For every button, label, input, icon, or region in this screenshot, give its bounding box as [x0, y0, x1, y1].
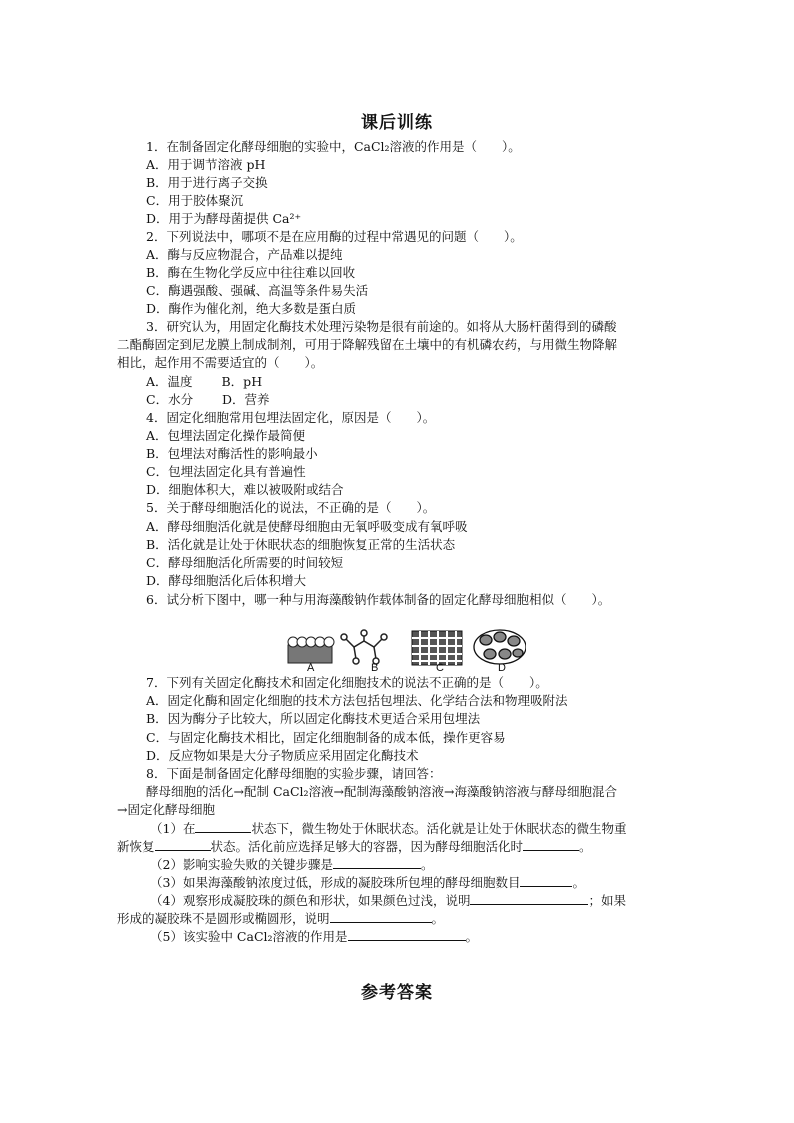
- q3-line-2: 二酯酶固定到尼龙膜上制成制剂，可用于降解残留在土壤中的有机磷农药，与用微生物降解: [117, 337, 618, 352]
- q8-flow-line-1: 酵母细胞的活化→配制 CaCl₂溶液→配制海藻酸钠溶液→海藻酸钠溶液与酵母细胞混合: [146, 784, 617, 799]
- q8-blank-1[interactable]: [195, 820, 251, 833]
- figure-label-a: A: [307, 662, 315, 674]
- q2-option-a: A．酶与反应物混合，产品难以提纯: [146, 247, 343, 262]
- q2-option-b: B．酶在生物化学反应中往往难以回收: [146, 265, 356, 280]
- q8-blank-5[interactable]: [520, 874, 572, 887]
- q8-part-4-line-2: [117, 910, 444, 928]
- figure-label-d: D: [498, 662, 506, 674]
- q4-option-b: B．包埋法对酶活性的影响最小: [146, 446, 318, 461]
- q8-part-1-line-2: [117, 838, 592, 856]
- q8-flow-line-2: →固定化酵母细胞: [117, 802, 215, 817]
- q8-p2-text-a: （2）影响实验失败的关键步骤是: [150, 857, 333, 872]
- q8-p1-text-e: 。: [579, 839, 592, 854]
- q7-option-d: D．反应物如果是大分子物质应采用固定化酶技术: [146, 748, 419, 763]
- q8-p1-text-d: 状态。活化前应选择足够大的容器，因为酵母细胞活化时: [210, 839, 524, 854]
- figure-d-icon: [474, 630, 526, 664]
- q8-part-4-line-1: [150, 892, 626, 910]
- q3-options-cd: C．水分 D．营养: [146, 392, 270, 407]
- q4-option-c: C．包埋法固定化具有普遍性: [146, 464, 306, 479]
- figure-a-icon: [288, 637, 334, 663]
- q8-p3-text-b: 。: [572, 875, 585, 890]
- q8-p2-text-b: 。: [420, 857, 434, 872]
- q3-line-3: 相比，起作用不需要适宜的（ ）。: [117, 355, 324, 370]
- q8-part-2: [150, 856, 433, 874]
- q8-p4-text-a: （4）观察形成凝胶珠的颜色和形状，如果颜色过浅，说明: [150, 893, 471, 908]
- q8-part-1-line-1: [150, 820, 626, 838]
- page-title: 课后训练: [361, 113, 433, 133]
- q5-option-a: A．酵母细胞活化就是使酵母细胞由无氧呼吸变成有氧呼吸: [146, 519, 468, 534]
- q8-p5-text-b: 。: [465, 929, 479, 944]
- q1-option-b: B．用于进行离子交换: [146, 175, 268, 190]
- q2-option-d: D．酶作为催化剂，绝大多数是蛋白质: [146, 301, 357, 316]
- answers-title: 参考答案: [361, 983, 433, 1003]
- q5-option-c: C．酵母细胞活化所需要的时间较短: [146, 555, 344, 570]
- q2-stem: 2．下列说法中，哪项不是在应用酶的过程中常遇见的问题（ ）。: [146, 229, 523, 244]
- q2-option-c: C．酶遇强酸、强碱、高温等条件易失活: [146, 283, 369, 298]
- q4-stem: 4．固定化细胞常用包埋法固定化，原因是（ ）。: [146, 410, 436, 425]
- q8-part-3: [150, 874, 585, 892]
- q8-blank-8[interactable]: [348, 928, 466, 941]
- q3-options-ab: A．温度 B．pH: [146, 374, 263, 389]
- q5-option-d: D．酵母细胞活化后体积增大: [146, 573, 307, 588]
- q8-p5-text-a: （5）该实验中 CaCl₂溶液的作用是: [150, 929, 348, 944]
- q8-p1-text-c: 新恢复: [117, 839, 155, 854]
- q1-option-c: C．用于胶体聚沉: [146, 193, 244, 208]
- q5-stem: 5．关于酵母细胞活化的说法，不正确的是（ ）。: [146, 500, 436, 515]
- q8-blank-4[interactable]: [333, 856, 421, 869]
- q8-p1-text-b: 状态下，微生物处于休眠状态。活化就是让处于休眠状态的微生物重: [251, 821, 627, 836]
- q8-blank-7[interactable]: [330, 910, 432, 923]
- figure-c-icon: [412, 631, 462, 665]
- q7-option-c: C．与固定化酶技术相比，固定化细胞制备的成本低，操作更容易: [146, 730, 506, 745]
- q7-option-b: B．因为酶分子比较大，所以固定化酶技术更适合采用包埋法: [146, 711, 481, 726]
- q6-figure: [286, 620, 526, 678]
- figure-label-b: B: [371, 662, 379, 674]
- q6-stem: 6．试分析下图中，哪一种与用海藻酸钠作载体制备的固定化酵母细胞相似（ ）。: [146, 592, 611, 607]
- q8-blank-6[interactable]: [470, 892, 588, 905]
- q8-p1-text-a: （1）在: [150, 821, 196, 836]
- figure-label-c: C: [436, 662, 444, 674]
- q5-option-b: B．活化就是让处于休眠状态的细胞恢复正常的生活状态: [146, 537, 456, 552]
- q4-option-a: A．包埋法固定化操作最简便: [146, 428, 306, 443]
- q7-option-a: A．固定化酶和固定化细胞的技术方法包括包埋法、化学结合法和物理吸附法: [146, 693, 568, 708]
- q8-p3-text-a: （3）如果海藻酸钠浓度过低，形成的凝胶珠所包埋的酵母细胞数目: [150, 875, 521, 890]
- q8-part-5: [150, 928, 478, 946]
- q8-stem: 8．下面是制备固定化酵母细胞的实验步骤，请回答：: [146, 766, 442, 781]
- figure-b-icon: [341, 630, 387, 664]
- q8-blank-3[interactable]: [523, 838, 579, 851]
- q1-option-a: A．用于调节溶液 pH: [146, 157, 266, 172]
- q7-stem: 7．下列有关固定化酶技术和固定化细胞技术的说法不正确的是（ ）。: [146, 675, 548, 690]
- q8-p4-text-d: 。: [431, 911, 445, 926]
- q8-blank-2[interactable]: [155, 838, 211, 851]
- q1-stem: 1．在制备固定化酵母细胞的实验中，CaCl₂溶液的作用是（ ）。: [146, 139, 521, 154]
- q4-option-d: D．细胞体积大，难以被吸附或结合: [146, 482, 344, 497]
- q8-p4-text-b: ；如果: [588, 893, 626, 908]
- q8-p4-text-c: 形成的凝胶珠不是圆形或椭圆形，说明: [117, 911, 330, 926]
- q1-option-d: D．用于为酵母菌提供 Ca²⁺: [146, 211, 302, 226]
- q3-line-1: 3．研究认为，用固定化酶技术处理污染物是很有前途的。如将从大肠杆菌得到的磷酸: [146, 319, 617, 334]
